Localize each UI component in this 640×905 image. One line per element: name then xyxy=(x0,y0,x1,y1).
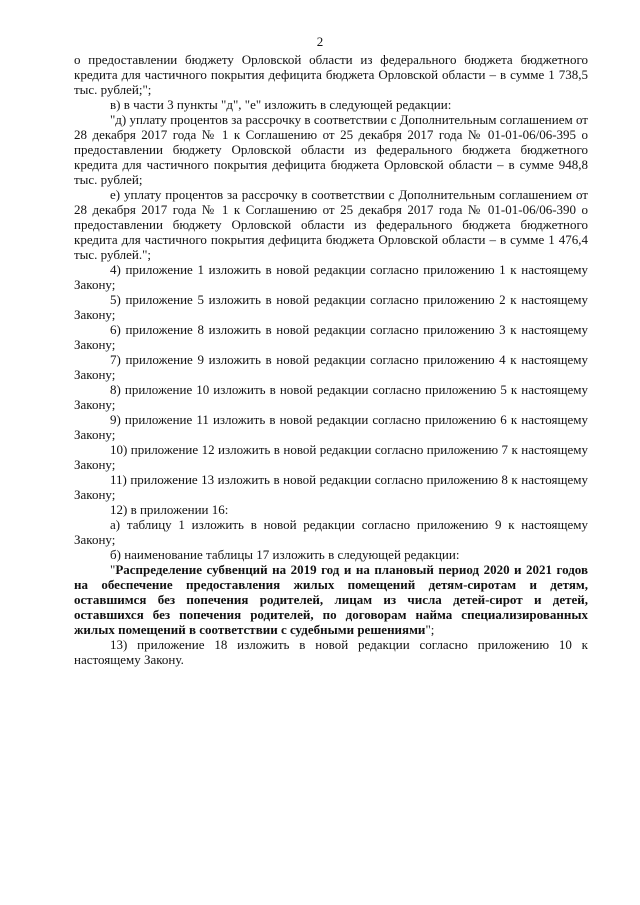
paragraph-4: е) уплату процентов за рассрочку в соответствии с Дополнительным соглашением от 28 декабря 2017 года № 1 к Соглашению от 25 декабря 2017 года № 01-01-06/06-390 о предоставлении бюджету Орловской области из федерального бюджета бюджетного кредита для частичного покрытия дефицита бюджета Орловской области – в сумме 1 476,4 тыс. рублей."; xyxy=(74,187,588,262)
paragraph-12: 11) приложение 13 изложить в новой редакции согласно приложению 8 к настоящему Закону; xyxy=(74,472,588,502)
document-body xyxy=(74,52,588,667)
paragraph-1: о предоставлении бюджету Орловской области из федерального бюджета бюджетного кредита для частичного покрытия дефицита бюджета Орловской области – в сумме 1 738,5 тыс. рублей;"; xyxy=(74,52,588,97)
table-17-title: Распределение субвенций на 2019 год и на плановый период 2020 и 2021 годов на обеспечение предоставления жилых помещений детям-сиротам и детям, оставшимся без попечения родителей, лицам из числа детей-сирот и детей, оставшихся без попечения родителей, по договорам найма специализированных жилых помещений в соответствии с судебными решениями xyxy=(74,562,588,637)
paragraph-9: 8) приложение 10 изложить в новой редакции согласно приложению 5 к настоящему Закону; xyxy=(74,382,588,412)
quote-close: "; xyxy=(425,622,435,637)
quoted-table-title xyxy=(74,562,588,637)
paragraph-2: в) в части 3 пункты "д", "е" изложить в следующей редакции: xyxy=(110,97,452,112)
paragraph-13: 12) в приложении 16: xyxy=(110,502,229,517)
paragraph-10: 9) приложение 11 изложить в новой редакции согласно приложению 6 к настоящему Закону; xyxy=(74,412,588,442)
paragraph-15: б) наименование таблицы 17 изложить в следующей редакции: xyxy=(110,547,460,562)
paragraph-7: 6) приложение 8 изложить в новой редакции согласно приложению 3 к настоящему Закону; xyxy=(74,322,588,352)
paragraph-11: 10) приложение 12 изложить в новой редакции согласно приложению 7 к настоящему Закону; xyxy=(74,442,588,472)
paragraph-14: а) таблицу 1 изложить в новой редакции согласно приложению 9 к настоящему Закону; xyxy=(74,517,588,547)
paragraph-final: 13) приложение 18 изложить в новой редакции согласно приложению 10 к настоящему Закону. xyxy=(74,637,588,667)
page-number: 2 xyxy=(316,34,324,49)
quote-open: " xyxy=(110,562,116,577)
paragraph-8: 7) приложение 9 изложить в новой редакции согласно приложению 4 к настоящему Закону; xyxy=(74,352,588,382)
paragraph-5: 4) приложение 1 изложить в новой редакции согласно приложению 1 к настоящему Закону; xyxy=(74,262,588,292)
paragraph-3: "д) уплату процентов за рассрочку в соответствии с Дополнительным соглашением от 28 декабря 2017 года № 1 к Соглашению от 25 декабря 2017 года № 01-01-06/06-395 о предоставлении бюджету Орловской области из федерального бюджета бюджетного кредита для частичного покрытия дефицита бюджета Орловской области – в сумме 948,8 тыс. рублей; xyxy=(74,112,588,187)
paragraph-6: 5) приложение 5 изложить в новой редакции согласно приложению 2 к настоящему Закону; xyxy=(74,292,588,322)
